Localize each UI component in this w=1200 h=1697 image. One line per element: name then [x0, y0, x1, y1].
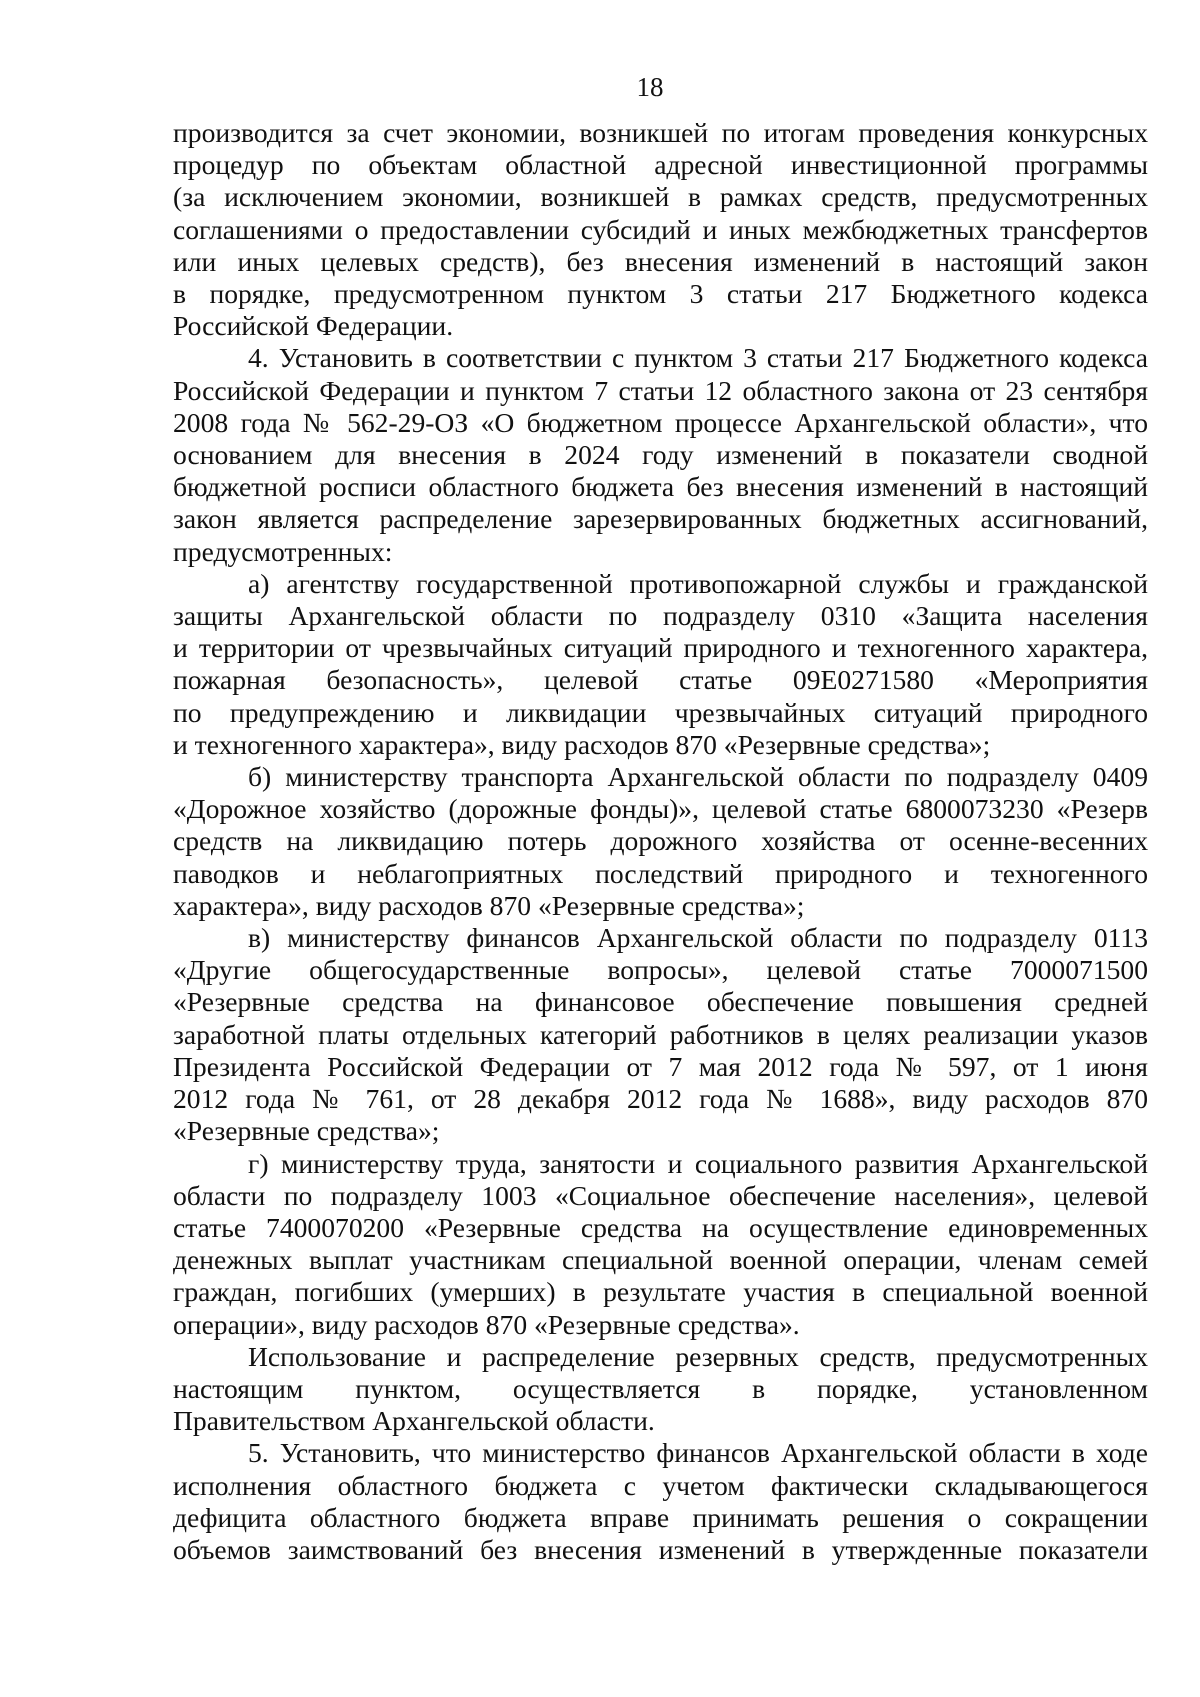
text-line: в) министерству финансов Архангельской области по подразделу 0113	[248, 922, 1148, 954]
paragraph-p6	[173, 1148, 1148, 1341]
text-line: объемов заимствований без внесения изменений в утвержденные показатели	[173, 1533, 1148, 1565]
text-line: настоящим пунктом, осуществляется в порядке, установленном	[173, 1372, 1148, 1404]
text-line: «Резервные средства на финансовое обеспечение повышения средней	[173, 986, 1148, 1018]
text-line: 4. Установить в соответствии с пунктом 3 статьи 217 Бюджетного кодекса	[248, 342, 1148, 374]
text-line: защиты Архангельской области по подразделу 0310 «Защита населения	[173, 600, 1148, 632]
paragraph-p5	[173, 922, 1148, 1147]
text-line: основанием для внесения в 2024 году изменений в показатели сводной	[173, 439, 1148, 471]
text-line: области по подразделу 1003 «Социальное обеспечение населения», целевой	[173, 1179, 1148, 1211]
paragraph-p2	[173, 342, 1148, 567]
text-line: и территории от чрезвычайных ситуаций природного и техногенного характера,	[173, 632, 1148, 664]
text-line: и техногенного характера», виду расходов 870 «Резервные средства»;	[173, 728, 991, 760]
text-line: средств на ликвидацию потерь дорожного хозяйства от осенне-весенних	[173, 825, 1148, 857]
paragraph-p8	[173, 1437, 1148, 1566]
text-line: б) министерству транспорта Архангельской области по подразделу 0409	[248, 761, 1148, 793]
text-line: процедур по объектам областной адресной инвестиционной программы	[173, 149, 1148, 181]
text-line: пожарная безопасность», целевой статье 09Е0271580 «Мероприятия	[173, 664, 1148, 696]
text-line: Российской Федерации.	[173, 310, 454, 342]
text-line: г) министерству труда, занятости и социального развития Архангельской	[248, 1147, 1148, 1179]
document-body	[173, 117, 1148, 1566]
paragraph-p1	[173, 117, 1148, 342]
text-line: а) агентству государственной противопожарной службы и гражданской	[248, 567, 1148, 599]
paragraph-p4	[173, 761, 1148, 922]
text-line: «Дорожное хозяйство (дорожные фонды)», целевой статье 6800073230 «Резерв	[173, 793, 1148, 825]
text-line: (за исключением экономии, возникшей в рамках средств, предусмотренных	[173, 181, 1148, 213]
text-line: статье 7400070200 «Резервные средства на осуществление единовременных	[173, 1211, 1148, 1243]
text-line: Использование и распределение резервных средств, предусмотренных	[248, 1340, 1148, 1372]
text-line: Правительством Архангельской области.	[173, 1405, 655, 1437]
paragraph-p7	[173, 1341, 1148, 1438]
page-number: 18	[636, 72, 664, 102]
text-line: бюджетной росписи областного бюджета без внесения изменений в настоящий	[173, 471, 1148, 503]
text-line: 2008 года № 562-29-ОЗ «О бюджетном процессе Архангельской области», что	[173, 406, 1148, 438]
text-line: денежных выплат участникам специальной военной операции, членам семей	[173, 1244, 1148, 1276]
paragraph-p3	[173, 568, 1148, 761]
text-line: исполнения областного бюджета с учетом фактически складывающегося	[173, 1469, 1148, 1501]
text-line: в порядке, предусмотренном пунктом 3 статьи 217 Бюджетного кодекса	[173, 278, 1148, 310]
text-line: граждан, погибших (умерших) в результате участия в специальной военной	[173, 1276, 1148, 1308]
text-line: операции», виду расходов 870 «Резервные средства».	[173, 1308, 800, 1340]
text-line: 5. Установить, что министерство финансов Архангельской области в ходе	[248, 1437, 1148, 1469]
text-line: по предупреждению и ликвидации чрезвычайных ситуаций природного	[173, 696, 1148, 728]
text-line: «Другие общегосударственные вопросы», целевой статье 7000071500	[173, 954, 1148, 986]
text-line: предусмотренных:	[173, 535, 393, 567]
text-line: закон является распределение зарезервированных бюджетных ассигнований,	[173, 503, 1148, 535]
text-line: соглашениями о предоставлении субсидий и иных межбюджетных трансфертов	[173, 213, 1148, 245]
text-line: характера», виду расходов 870 «Резервные средства»;	[173, 889, 805, 921]
text-line: заработной платы отдельных категорий работников в целях реализации указов	[173, 1018, 1148, 1050]
text-line: «Резервные средства»;	[173, 1115, 440, 1147]
text-line: Российской Федерации и пунктом 7 статьи 12 областного закона от 23 сентября	[173, 374, 1148, 406]
text-line: 2012 года № 761, от 28 декабря 2012 года № 1688», виду расходов 870	[173, 1083, 1148, 1115]
text-line: Президента Российской Федерации от 7 мая 2012 года № 597, от 1 июня	[173, 1050, 1148, 1082]
text-line: дефицита областного бюджета вправе принимать решения о сокращении	[173, 1501, 1148, 1533]
text-line: производится за счет экономии, возникшей по итогам проведения конкурсных	[173, 117, 1148, 148]
text-line: или иных целевых средств), без внесения изменений в настоящий закон	[173, 245, 1148, 277]
text-line: паводков и неблагоприятных последствий природного и техногенного	[173, 857, 1148, 889]
